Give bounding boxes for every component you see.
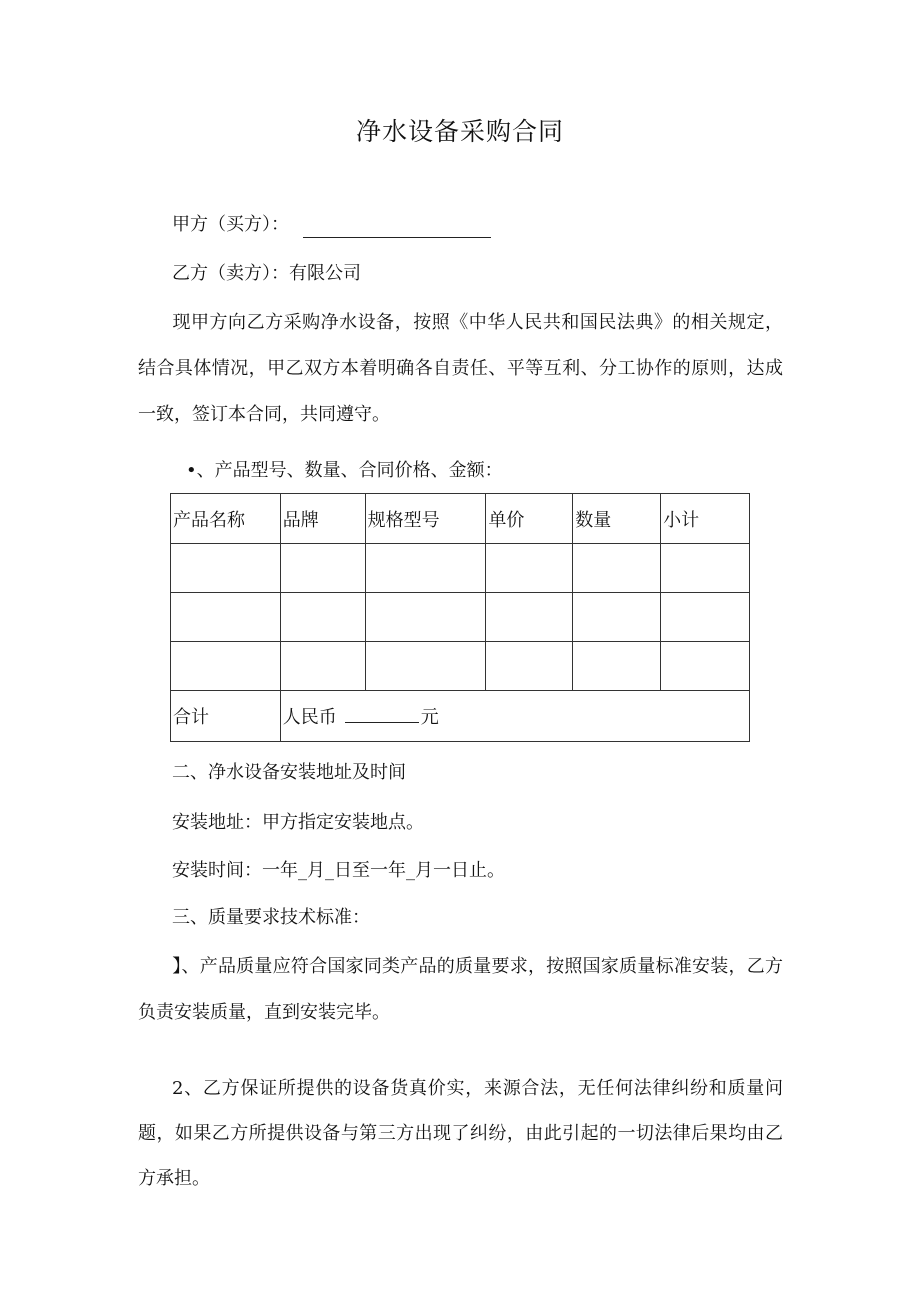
table-row [171, 593, 750, 642]
table-header-cell: 规格型号 [365, 494, 486, 544]
total-amount [280, 691, 749, 742]
table-header-cell: 数量 [573, 494, 661, 544]
table-header-cell: 小计 [661, 494, 750, 544]
party-a-label: 甲方（买方）： [172, 214, 289, 235]
table-cell [365, 642, 486, 691]
section1-heading: •、产品型号、数量、合同价格、金额： [186, 460, 503, 481]
total-amount-blank [345, 704, 419, 723]
table-header-cell: 单价 [486, 494, 573, 544]
table-cell [661, 544, 750, 593]
table-cell [661, 642, 750, 691]
party-b-value: 有限公司 [289, 263, 361, 284]
party-a-blank [303, 217, 491, 238]
intro-paragraph [138, 300, 783, 438]
table-cell [280, 642, 365, 691]
total-label: 合计 [171, 691, 281, 742]
party-b-label: 乙方（卖方）： [172, 263, 289, 284]
install-address: 安装地址：甲方指定安装地点。 [172, 812, 424, 833]
quality-item-2 [138, 1066, 783, 1201]
quality-item-1 [138, 944, 783, 1036]
table-header-cell: 品牌 [280, 494, 365, 544]
table-cell [365, 593, 486, 642]
party-b-line [172, 261, 361, 287]
table-row [171, 544, 750, 593]
table-total-row [171, 691, 750, 742]
table-cell [486, 593, 573, 642]
total-suffix: 元 [420, 707, 439, 728]
section3-heading: 三、质量要求技术标准： [172, 907, 370, 928]
total-prefix: 人民币 [282, 707, 337, 728]
table-cell [171, 642, 281, 691]
table-header-row [171, 494, 750, 544]
table-row [171, 642, 750, 691]
table-cell [171, 544, 281, 593]
section2-heading: 二、净水设备安装地址及时间 [172, 762, 406, 783]
table-cell [486, 642, 573, 691]
products-table [170, 493, 750, 742]
intro-text: 现甲方向乙方采购净水设备，按照《中华人民共和国民法典》的相关规定，结合具体情况，甲乙双方本着明确各自责任、平等互利、分工协作的原则，达成一致，签订本合同，共同遵守。 [138, 312, 783, 425]
table-cell [280, 544, 365, 593]
quality-item-1-text: 】、产品质量应符合国家同类产品的质量要求，按照国家质量标准安装，乙方负责安装质量，直到安装完毕。 [138, 956, 783, 1023]
table-cell [171, 593, 281, 642]
document-title: 净水设备采购合同 [355, 117, 564, 146]
quality-item-2-text: 2、乙方保证所提供的设备货真价实，来源合法，无任何法律纠纷和质量问题，如果乙方所提供设备与第三方出现了纠纷，由此引起的一切法律后果均由乙方承担。 [138, 1078, 783, 1189]
table-cell [486, 544, 573, 593]
table-cell [573, 642, 661, 691]
party-a-line [172, 212, 491, 238]
table-cell [661, 593, 750, 642]
table-cell [280, 593, 365, 642]
table-cell [573, 544, 661, 593]
install-time: 安装时间：一年_月_日至一年_月一日止。 [172, 860, 505, 881]
table-cell [573, 593, 661, 642]
table-header-cell: 产品名称 [171, 494, 281, 544]
table-cell [365, 544, 486, 593]
